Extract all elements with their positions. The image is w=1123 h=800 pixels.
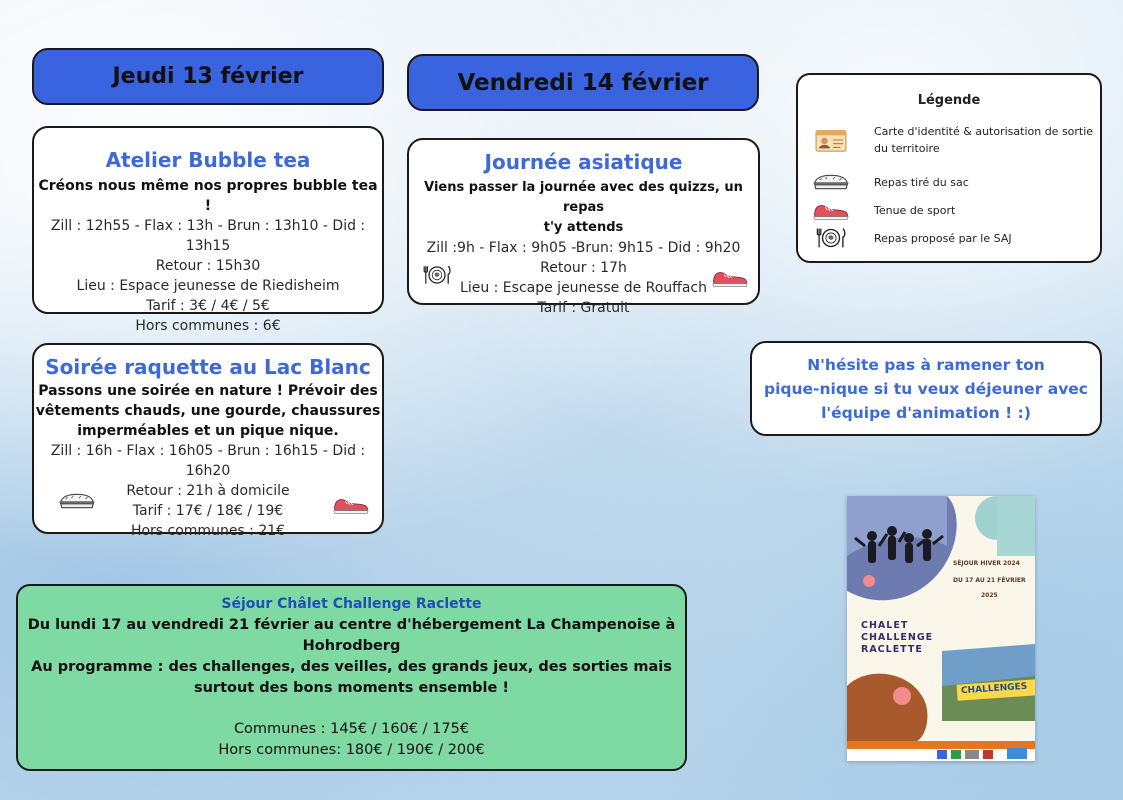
poster-word-2: CHALLENGE (861, 632, 934, 643)
activity-return: Retour : 21h à domicile (126, 483, 290, 499)
activity-price: Tarif : 17€ / 18€ / 19€ (132, 503, 284, 519)
stay-price-communes: Communes : 145€ / 160€ / 175€ (233, 721, 470, 737)
notice-line-3: l'équipe d'animation ! :) (821, 403, 1031, 422)
activity-location: Lieu : Espace jeunesse de Riedisheim (76, 278, 340, 294)
sandwich-icon (58, 491, 96, 511)
activity-price-outside: Hors communes : 21€ (130, 523, 286, 539)
poster-tag-1: SÉJOUR HIVER 2024 (953, 560, 1020, 567)
stay-line-1: Du lundi 17 au vendredi 21 février au centre d'hébergement La Champenoise à (27, 617, 676, 633)
notice-line-1: N'hésite pas à ramener ton (807, 355, 1045, 374)
poster-tag-3: 2025 (981, 592, 998, 599)
legend-label: Tenue de sport (874, 203, 956, 217)
sneaker-icon (332, 492, 370, 516)
stay-price-outside: Hors communes: 180€ / 190€ / 200€ (218, 742, 485, 758)
sneaker-icon (812, 198, 850, 222)
legend-label: Repas tiré du sac (874, 175, 969, 189)
activity-subtitle-line-1: Passons une soirée en nature ! Prévoir des (38, 383, 378, 399)
legend-label: Repas proposé par le SAJ (874, 231, 1012, 245)
legend-item-sneaker (812, 197, 955, 223)
legend-item-id-card (812, 123, 1093, 157)
activity-subtitle-line-2: vêtements chauds, une gourde, chaussures (35, 403, 381, 419)
stay-poster-image (847, 496, 1035, 761)
legend-item-sandwich (812, 169, 969, 195)
day-header-thursday-label: Jeudi 13 février (112, 64, 304, 89)
activity-schedule: Zill : 12h55 - Flax : 13h - Brun : 13h10 - Did : 13h15 (50, 218, 366, 254)
poster-word-3: RACLETTE (861, 644, 923, 655)
stay-info-box (16, 584, 687, 771)
activity-schedule: Zill :9h - Flax : 9h05 -Brun: 9h15 - Did : 9h20 (426, 240, 741, 256)
day-header-friday (407, 54, 759, 111)
poster-word-1: CHALET (861, 620, 909, 631)
activity-location: Lieu : Escape jeunesse de Rouffach (460, 280, 707, 296)
activity-title: Atelier Bubble tea (105, 148, 311, 172)
activity-subtitle-line-1: Viens passer la journée avec des quizzs, un repas (424, 180, 743, 215)
day-header-thursday (32, 48, 384, 105)
poster-sign: CHALLENGES (960, 681, 1028, 697)
legend-label-cont: du territoire (874, 142, 940, 155)
activity-card-bubble-tea (32, 126, 384, 334)
picnic-notice (750, 341, 1102, 436)
activity-subtitle-line-2: t'y attends (543, 220, 624, 235)
activity-card-asian-day (407, 138, 760, 316)
meal-icon (814, 225, 848, 251)
activity-subtitle-line-3: imperméables et un pique nique. (77, 423, 339, 439)
legend-title: Légende (917, 93, 981, 108)
stay-line-3: Au programme : des challenges, des veilles, des grands jeux, des sorties mais (31, 659, 672, 675)
activity-price: Tarif : 3€ / 4€ / 5€ (146, 298, 270, 314)
sandwich-icon (812, 172, 850, 192)
activity-title: Soirée raquette au Lac Blanc (45, 355, 371, 379)
id-card-icon (812, 126, 850, 154)
activity-return: Retour : 15h30 (155, 258, 261, 274)
poster-tag-2: DU 17 AU 21 FÉVRIER (953, 577, 1026, 584)
notice-line-2: pique-nique si tu veux déjeuner avec (763, 379, 1088, 398)
activity-subtitle: Créons nous même nos propres bubble tea ! (38, 178, 378, 214)
activity-return: Retour : 17h (540, 260, 627, 276)
activity-price: Tarif : Gratuit (537, 300, 630, 316)
legend-label: Carte d'identité & autorisation de sortie (874, 125, 1094, 138)
activity-price-outside: Hors communes : 6€ (135, 318, 281, 334)
activity-card-snowshoe (32, 343, 384, 539)
stay-line-4: surtout des bons moments ensemble ! (193, 680, 510, 696)
meal-icon (421, 262, 453, 288)
activity-title: Journée asiatique (484, 150, 683, 174)
stay-title: Séjour Châlet Challenge Raclette (221, 596, 482, 612)
activity-schedule: Zill : 16h - Flax : 16h05 - Brun : 16h15 - Did : 16h20 (50, 443, 366, 479)
stay-line-2: Hohrodberg (302, 638, 401, 654)
legend-item-meal (812, 225, 1012, 251)
legend-box (796, 73, 1102, 263)
day-header-friday-label: Vendredi 14 février (457, 69, 709, 96)
sneaker-icon (711, 265, 749, 289)
